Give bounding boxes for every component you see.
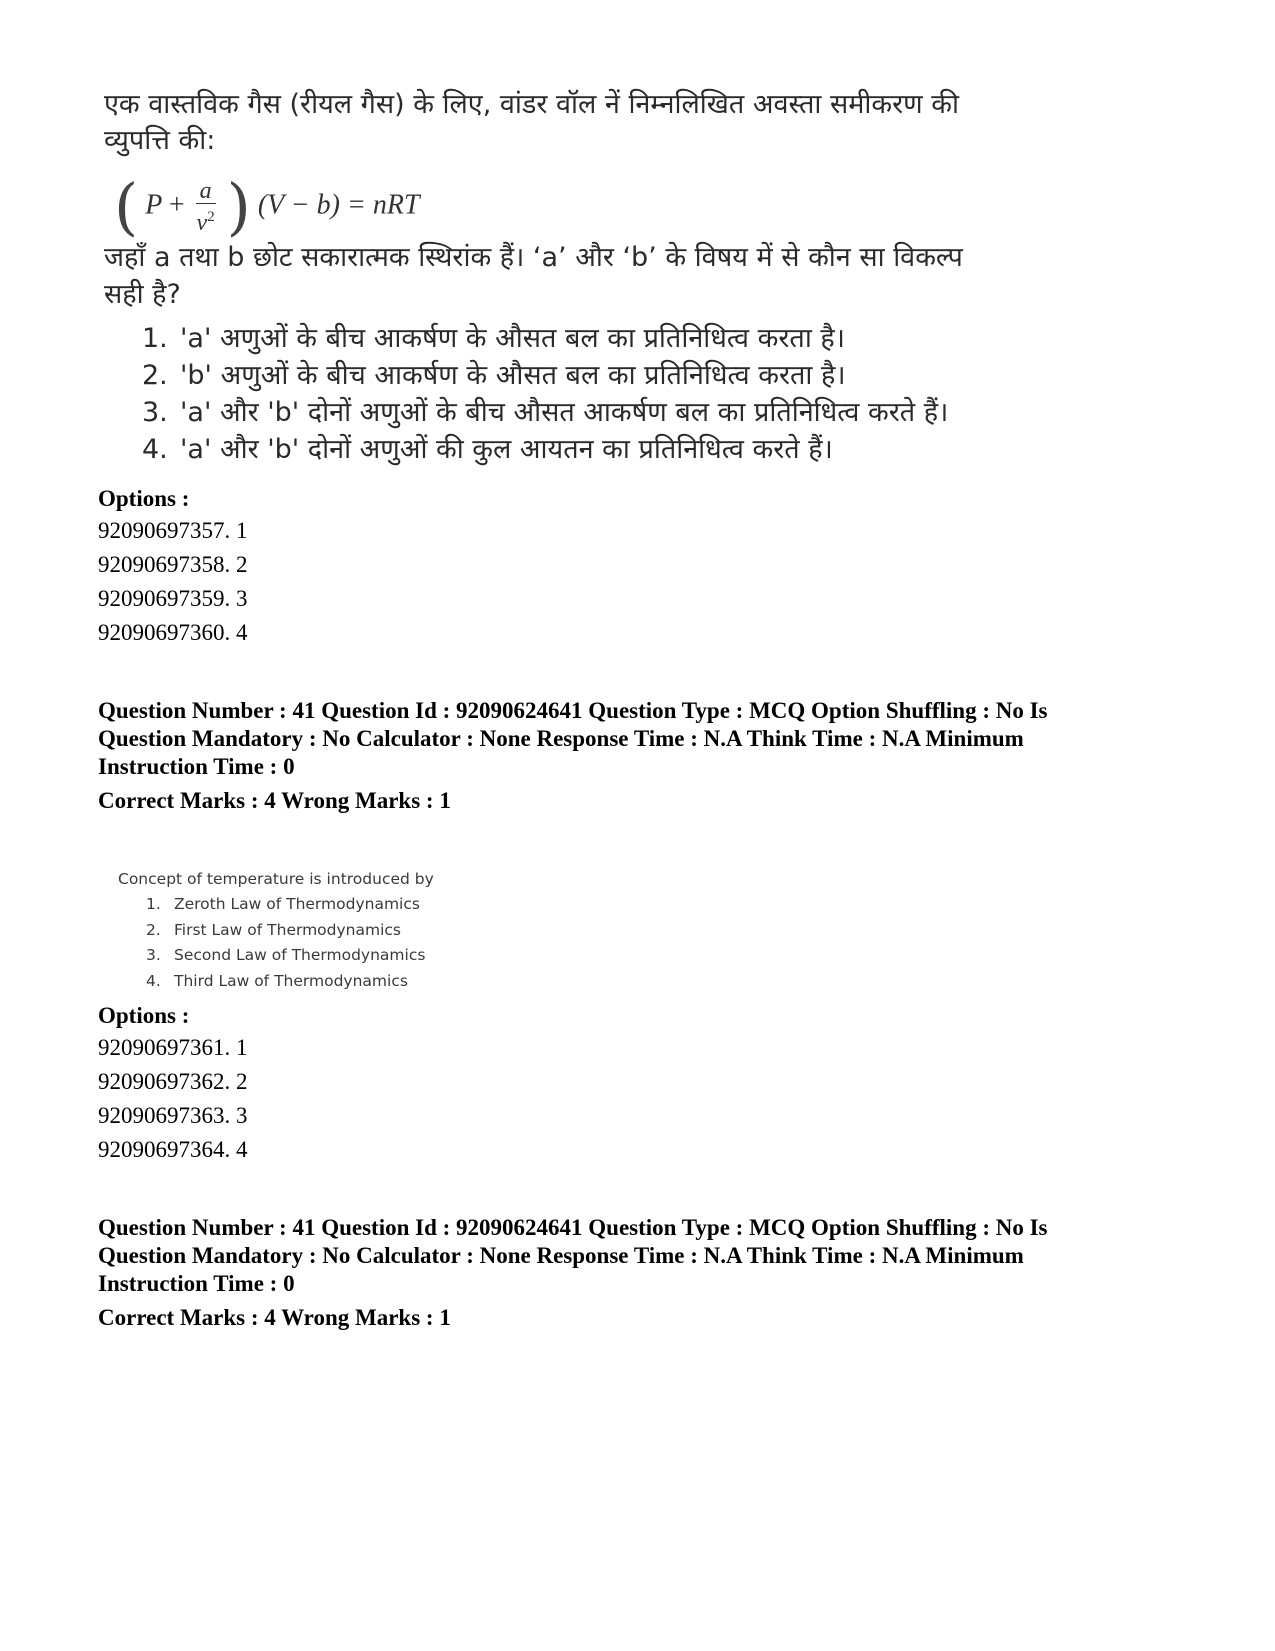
option-item: 92090697361. 1 — [98, 1035, 248, 1060]
options-title: Options : — [98, 1003, 190, 1028]
option-item: 92090697362. 2 — [98, 1069, 248, 1094]
choice-item: 3. 'a' और 'b' दोनों अणुओं के बीच औसत आकर्षण बल का प्रतिनिधित्व करते हैं। — [142, 397, 949, 428]
choice-item: 2. First Law of Thermodynamics — [146, 920, 401, 939]
options-title: Options : — [98, 486, 190, 511]
option-item: 92090697360. 4 — [98, 620, 248, 645]
choice-item: 1. Zeroth Law of Thermodynamics — [146, 895, 420, 913]
choice-item: 1. 'a' अणुओं के बीच आकर्षण के औसत बल का प्रतिनिधित्व करता है। — [142, 323, 845, 354]
question-details: Question Number : 41 Question Id : 92090624641 Question Type : MCQ Option Shuffling : No Is Question Mandatory : No Calculator : None Response Time : N.A Think Time : N.A Minimum Instruction Time : 0 — [98, 1215, 1048, 1296]
formula-rhs: (V − b) = nRT — [257, 189, 420, 221]
formula-fraction — [196, 179, 216, 236]
question-stem: Concept of temperature is introduced by — [118, 870, 434, 888]
question-meta-2 — [98, 1214, 1138, 1332]
question-choices — [142, 320, 948, 468]
formula-plus: + — [168, 189, 185, 221]
option-item: 92090697358. 2 — [98, 552, 248, 577]
options-block-1 — [98, 484, 248, 650]
question-choices — [118, 892, 448, 994]
formula-numerator: a — [196, 179, 216, 204]
choice-item: 4. Third Law of Thermodynamics — [146, 971, 408, 990]
formula-P: P — [145, 189, 162, 221]
choice-item: 2. 'b' अणुओं के बीच आकर्षण के औसत बल का प्रतिनिधित्व करता है। — [142, 360, 846, 391]
question-image-hindi — [104, 82, 963, 467]
question-marks: Correct Marks : 4 Wrong Marks : 1 — [98, 1305, 451, 1330]
choice-item: 3. Second Law of Thermodynamics — [146, 946, 426, 964]
question-intro-line1: एक वास्तविक गैस (रीयल गैस) के लिए, वांडर वॉल नें निम्नलिखित अवस्ता समीकरण की — [104, 89, 959, 120]
options-block-2 — [98, 1001, 248, 1167]
question-meta-1 — [98, 697, 1138, 815]
van-der-waals-equation: ( P + $\frac{a}{v^2}$ ) (V − b) = nRT — [114, 170, 420, 243]
option-item: 92090697359. 3 — [98, 586, 248, 611]
question-intro-line2: व्युपत्ति की: — [104, 125, 216, 156]
question-image-english — [118, 866, 448, 988]
option-item: 92090697363. 3 — [98, 1103, 248, 1128]
formula-denominator: $v^2$ — [196, 208, 215, 236]
choice-item: 4. 'a' और 'b' दोनों अणुओं की कुल आयतन का प्रतिनिधित्व करते हैं। — [142, 434, 833, 465]
option-item: 92090697364. 4 — [98, 1137, 248, 1162]
question-stem-line2: सही है? — [104, 279, 181, 310]
question-details: Question Number : 41 Question Id : 92090624641 Question Type : MCQ Option Shuffling : No Is Question Mandatory : No Calculator : None Response Time : N.A Think Time : N.A Minimum Instruction Time : 0 — [98, 698, 1048, 779]
option-item: 92090697357. 1 — [98, 518, 248, 543]
question-stem-line1: जहाँ a तथा b छोट सकारात्मक स्थिरांक हैं। ‘a’ और ‘b’ के विषय में से कौन सा विकल्प — [104, 242, 963, 273]
question-marks: Correct Marks : 4 Wrong Marks : 1 — [98, 788, 451, 813]
